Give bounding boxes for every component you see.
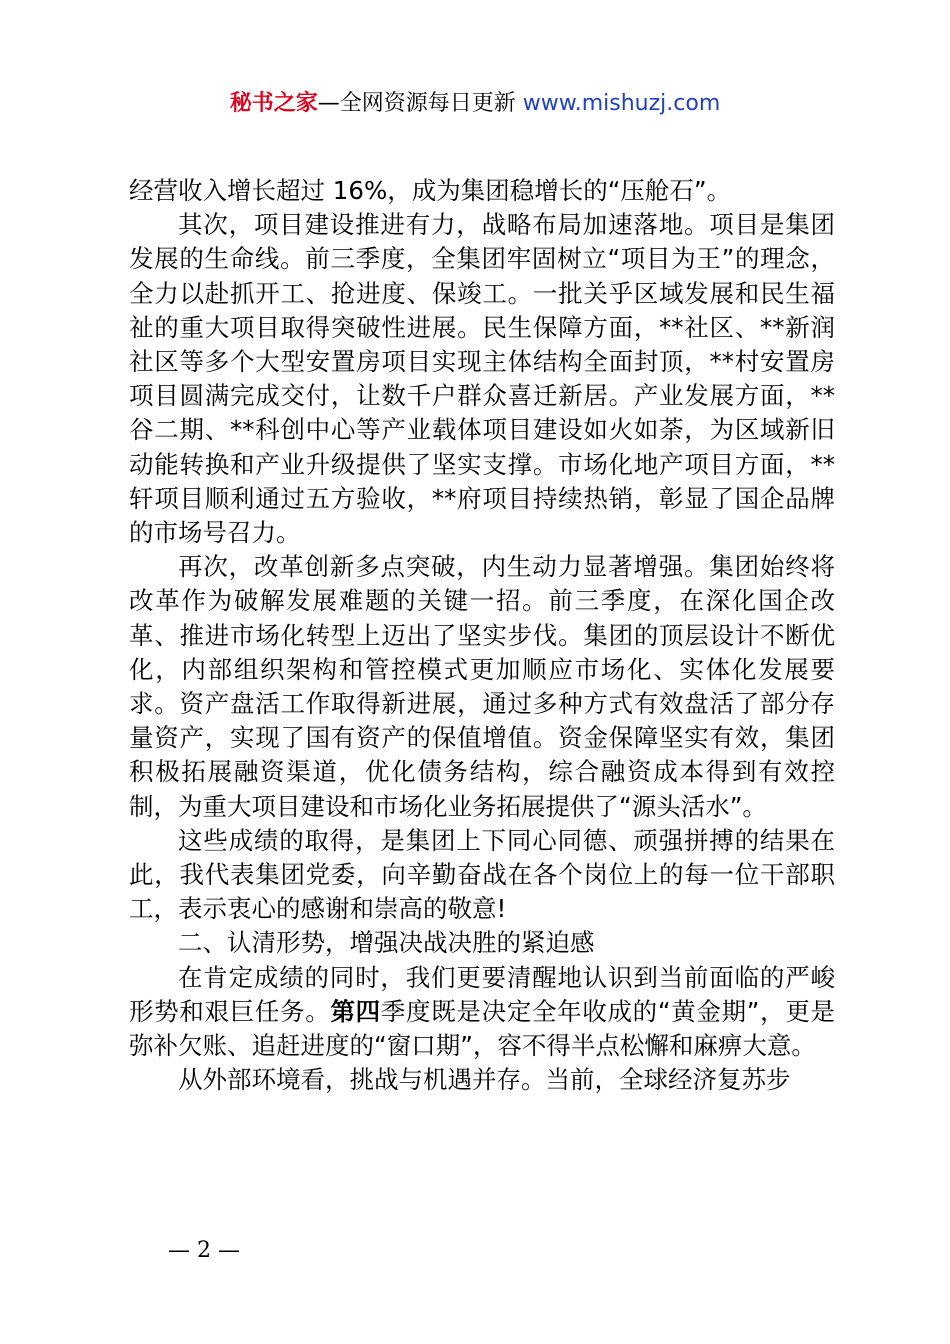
- paragraph-thanks: 这些成绩的取得，是集团上下同心同德、顽强拼搏的结果在此，我代表集团党委，向辛勤奋战在各个岗位上的每一位干部职工，表示衷心的感谢和崇高的敬意!: [129, 825, 835, 924]
- paragraph-projects: 其次，项目建设推进有力，战略布局加速落地。项目是集团发展的生命线。前三季度，全集团牢固树立“项目为王”的理念，全力以赴抓开工、抢进度、保竣工。一批关乎区域发展和民生福祉的重大项目取得突破性进展。民生保障方面，**社区、**新润社区等多个大型安置房项目实现主体结构全面封顶，**村安置房项目圆满完成交付，让数千户群众喜迁新居。产业发展方面，**谷二期、**科创中心等产业载体项目建设如火如荼，为区域新旧动能转换和产业升级提供了坚实支撑。市场化地产项目方面，**轩项目顺利通过五方验收，**府项目持续热销，彰显了国企品牌的市场号召力。: [129, 210, 835, 548]
- header-slogan: —全网资源每日更新: [317, 91, 523, 116]
- paragraph-situation: [129, 961, 835, 1064]
- paragraph-reform: 再次，改革创新多点突破，内生动力显著增强。集团始终将改革作为破解发展难题的关键一招。前三季度，在深化国企改革、推进市场化转型上迈出了坚实步伐。集团的顶层设计不断优化，内部组织架构和管控模式更加顺应市场化、实体化发展要求。资产盘活工作取得新进展，通过多种方式有效盘活了部分存量资产，实现了国有资产的保值增值。资金保障坚实有效，集团积极拓展融资渠道，优化债务结构，综合融资成本得到有效控制，为重大项目建设和市场化业务拓展提供了“源头活水”。: [129, 552, 835, 821]
- page-header: [0, 88, 950, 120]
- paragraph-environment: 从外部环境看，挑战与机遇并存。当前，全球经济复苏步: [178, 1065, 791, 1095]
- section-heading: 二、认清形势，增强决战决胜的紧迫感: [178, 928, 595, 958]
- paragraph-situation-part2: 季度既是决定全年收成的“黄金期”，更是弥补欠账、追赶进度的“窗口期”，容不得半点松懈和麻痹大意。: [129, 996, 836, 1061]
- header-url[interactable]: www.mishuzj.com: [522, 91, 721, 116]
- brand-name: 秘书之家: [229, 91, 318, 116]
- paragraph-continued: 经营收入增长超过 16%，成为集团稳增长的“压舱石”。: [129, 176, 732, 205]
- paragraph-situation-bold: 第四: [330, 996, 381, 1026]
- paragraph-situation-part1: 在肯定成绩的同时，我们更要清醒地认识到当前面临的严峻形势和艰巨任务。: [129, 962, 835, 1026]
- document-body: [129, 174, 835, 1097]
- page-number: — 2 —: [168, 1238, 240, 1263]
